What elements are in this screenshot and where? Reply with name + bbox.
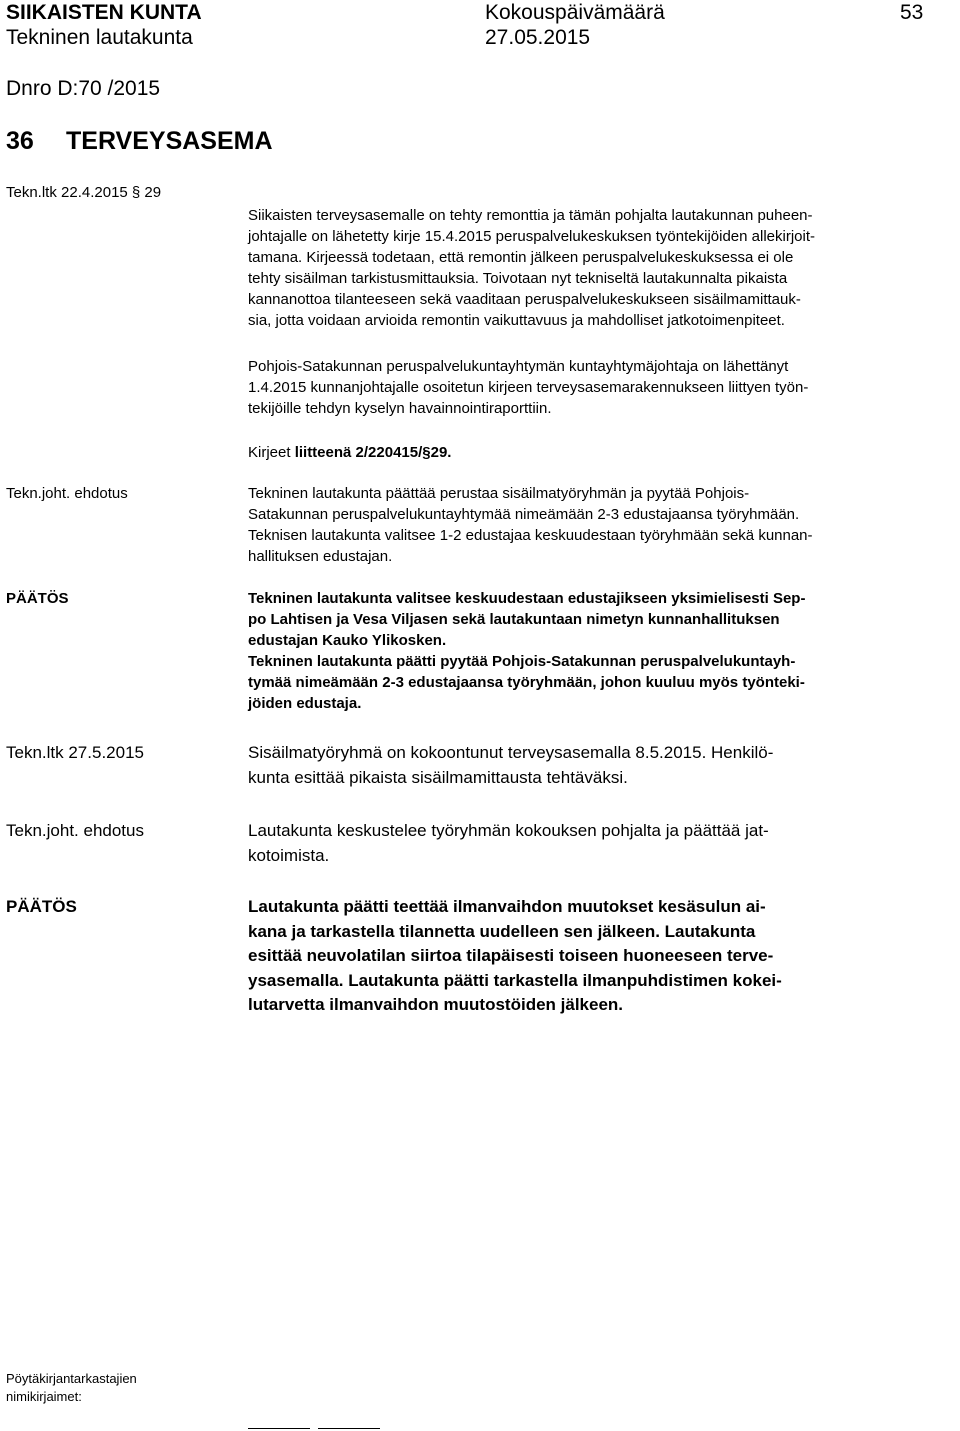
entry-label-2: Tekn.joht. ehdotus bbox=[6, 485, 128, 502]
text-line: po Lahtisen ja Vesa Viljasen sekä lautakuntaan nimetyn kunnanhallituksen bbox=[248, 611, 780, 628]
entry-label-5: Tekn.joht. ehdotus bbox=[6, 821, 144, 840]
entry-label-4: Tekn.ltk 27.5.2015 bbox=[6, 743, 144, 762]
text-line: 1.4.2015 kunnanjohtajalle osoitetun kirjeen terveysasemarakennukseen liittyen työn- bbox=[248, 379, 809, 396]
paragraph-letter bbox=[248, 356, 808, 419]
section-number: 36 bbox=[6, 127, 34, 155]
record-number: Dnro D:70 /2015 bbox=[6, 77, 161, 100]
entry-label-6: PÄÄTÖS bbox=[6, 897, 77, 916]
text-line: Siikaisten terveysasemalle on tehty remonttia ja tämän pohjalta lautakunnan puheen- bbox=[248, 207, 813, 224]
text-line: Tekninen lautakunta päättää perustaa sisäilmatyöryhmän ja pyytää Pohjois- bbox=[248, 485, 750, 502]
text-line: lutarvetta ilmanvaihdon muutostöiden jälkeen. bbox=[248, 995, 624, 1014]
text-line: tekijöille tehdyn kyselyn havainnointiraporttiin. bbox=[248, 400, 552, 417]
text-line: Teknisen lautakunta valitsee 1-2 edustajaa keskuudestaan työryhmään sekä kunnan- bbox=[248, 527, 813, 544]
meeting-date: 27.05.2015 bbox=[485, 26, 591, 49]
text-line: edustajan Kauko Ylikosken. bbox=[248, 632, 447, 649]
decision-2 bbox=[248, 895, 782, 1018]
text-line: ysasemalla. Lautakunta päätti tarkastella ilmanpuhdistimen kokei- bbox=[248, 970, 782, 990]
text-line: tehty sisäilman tarkistusmittauksia. Toivotaan nyt tekniseltä lautakunnalta pikaista bbox=[248, 270, 788, 287]
meeting-date-label: Kokouspäivämäärä bbox=[485, 1, 665, 24]
text-line: Tekninen lautakunta päätti pyytää Pohjois-Satakunnan peruspalvelukuntayh- bbox=[248, 653, 796, 670]
text-line: esittää neuvolatilan siirtoa tilapäisesti toiseen huoneeseen terve- bbox=[248, 946, 774, 965]
text-line: Lautakunta keskustelee työryhmän kokouksen pohjalta ja päättää jat- bbox=[248, 821, 769, 840]
paragraph-background bbox=[248, 205, 815, 331]
footer-line: nimikirjaimet: bbox=[6, 1389, 82, 1404]
entry-label-1: Tekn.ltk 22.4.2015 § 29 bbox=[6, 184, 162, 201]
proposal-2 bbox=[248, 819, 769, 868]
text-line: kotoimista. bbox=[248, 845, 330, 865]
text-line: kana ja tarkastella tilannetta uudelleen sen jälkeen. Lautakunta bbox=[248, 921, 756, 941]
signature-line bbox=[318, 1428, 380, 1429]
text-line: tamana. Kirjeessä todetaan, että remontin jälkeen peruspalvelukeskuksessa ei ole bbox=[248, 249, 794, 266]
section-title: TERVEYSASEMA bbox=[66, 127, 273, 155]
text-line: Tekninen lautakunta valitsee keskuudestaan edustajikseen yksimielisesti Sep- bbox=[248, 590, 806, 607]
meeting-2-text bbox=[248, 741, 773, 790]
text-line: kannanottoa tilanteeseen sekä vaaditaan peruspalvelukeskukseen sisäilmamittauk- bbox=[248, 291, 801, 308]
text-line: Satakunnan peruspalvelukuntayhtymää nimeämään 2-3 edustajaansa työryhmään. bbox=[248, 506, 800, 523]
footer-line: Pöytäkirjantarkastajien bbox=[6, 1371, 137, 1386]
proposal-1 bbox=[248, 483, 813, 567]
page-number: 53 bbox=[900, 1, 924, 24]
text-line: Pohjois-Satakunnan peruspalvelukuntayhtymän kuntayhtymäjohtaja on lähettänyt bbox=[248, 358, 789, 375]
decision-1 bbox=[248, 588, 805, 714]
text-line: sia, jotta voidaan arvioida remontin vaikuttavuus ja mahdolliset jatkotoimenpiteet. bbox=[248, 312, 785, 329]
entry-label-3: PÄÄTÖS bbox=[6, 590, 69, 607]
attachments-line bbox=[248, 442, 451, 463]
text-line: Sisäilmatyöryhmä on kokoontunut terveysasemalla 8.5.2015. Henkilö- bbox=[248, 743, 774, 762]
text-line: Lautakunta päätti teettää ilmanvaihdon muutokset kesäsulun ai- bbox=[248, 897, 766, 916]
footer-initials-label bbox=[6, 1370, 137, 1406]
board-name: Tekninen lautakunta bbox=[6, 26, 193, 49]
text-line: kunta esittää pikaista sisäilmamittausta tehtäväksi. bbox=[248, 767, 628, 787]
municipality-name: SIIKAISTEN KUNTA bbox=[6, 1, 202, 24]
signature-line bbox=[248, 1428, 310, 1429]
attachments-reference: liitteenä 2/220415/§29. bbox=[294, 444, 452, 461]
text-line: tymää nimeämään 2-3 edustajaansa työryhmään, johon kuuluu myös työnteki- bbox=[248, 674, 805, 691]
text-line: johtajalle on lähetetty kirje 15.4.2015 peruspalvelukeskuksen työntekijöiden allekirjoit- bbox=[248, 228, 816, 245]
text-line: hallituksen edustajan. bbox=[248, 548, 393, 565]
text-line: jöiden edustaja. bbox=[248, 695, 362, 712]
attachments-prefix: Kirjeet bbox=[248, 444, 295, 461]
